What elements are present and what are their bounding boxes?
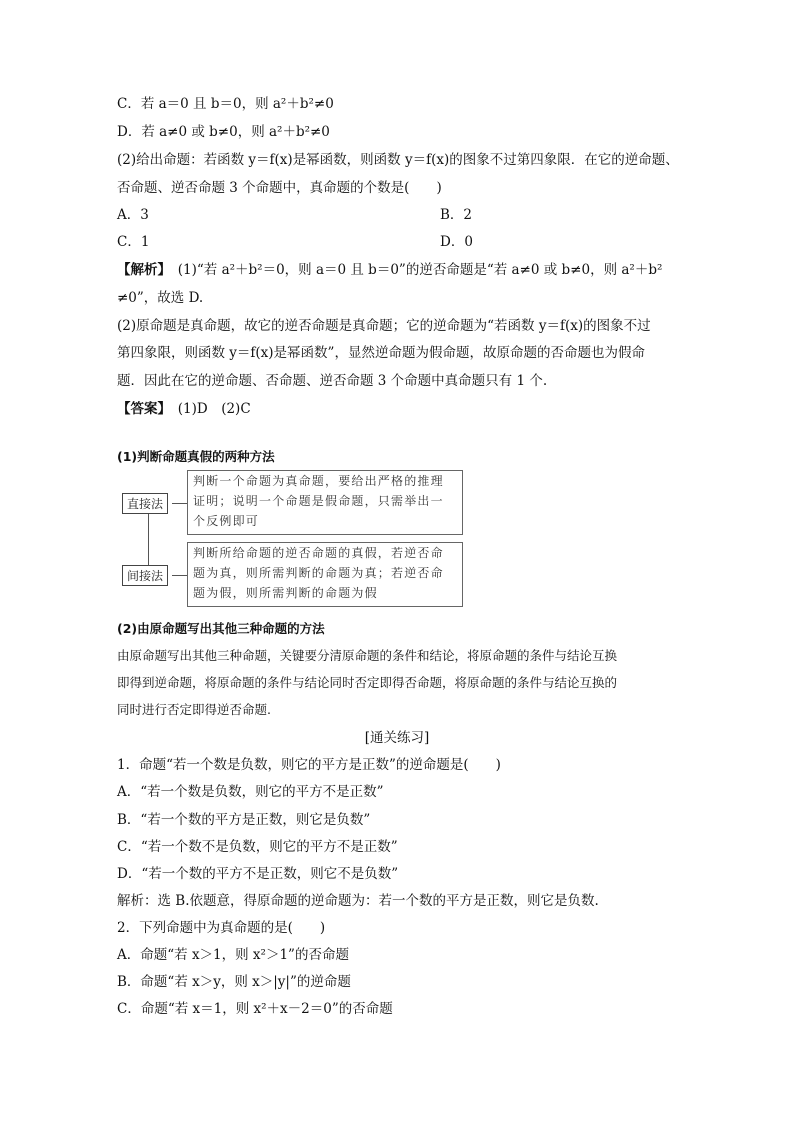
practice-title: [通关练习] — [364, 730, 430, 746]
direct-method-tag: 直接法 — [122, 493, 168, 514]
analysis-line2: ≠0”，故选 D. — [117, 290, 204, 306]
practice-q1-option-d: D．“若一个数的平方不是正数，则它不是负数” — [117, 866, 399, 882]
question2-line1: (2)给出命题：若函数 y＝f(x)是幂函数，则函数 y＝f(x)的图象不过第四象限．在它的逆命题、 — [117, 152, 679, 168]
indirect-method-tag: 间接法 — [122, 565, 168, 586]
practice-q2: 2．下列命题中为真命题的是( ) — [117, 920, 326, 936]
analysis-line4: 第四象限，则函数 y＝f(x)是幂函数”，显然逆命题为假命题，故原命题的否命题也为假命 — [117, 345, 645, 361]
direct-method-text1: 判断一个命题为真命题，要给出严格的推理 — [193, 474, 444, 488]
indirect-method-text1: 判断所给命题的逆否命题的真假，若逆否命 — [193, 546, 444, 560]
practice-q2-option-b: B．命题“若 x＞y，则 x＞|y|”的逆命题 — [117, 974, 351, 990]
option-c-line: C．若 a＝0 且 b＝0，则 a²＋b²≠0 — [117, 96, 334, 112]
question2-line2: 否命题、逆否命题 3 个命题中，真命题的个数是( ) — [117, 180, 442, 196]
question2-option-b: B．2 — [440, 207, 473, 223]
diagram-connector-direct — [172, 503, 188, 504]
answer-label: 【答案】 — [117, 401, 165, 417]
diagram-vertical-connector — [148, 513, 149, 569]
question2-option-a: A．3 — [117, 207, 149, 223]
methods-para2: 即得到逆命题，将原命题的条件与结论同时否定即得否命题，将原命题的条件与结论互换的 — [117, 675, 618, 690]
methods-heading: (1)判断命题真假的两种方法 — [117, 449, 275, 464]
analysis-label: 【解析】 — [117, 262, 165, 278]
practice-q1-option-b: B．“若一个数的平方是正数，则它是负数” — [117, 812, 371, 828]
analysis-text1: (1)“若 a²＋b²＝0，则 a＝0 且 b＝0”的逆否命题是“若 a≠0 或 b≠0，则 a²＋b² — [164, 262, 663, 278]
diagram-connector-indirect — [172, 575, 188, 576]
methods-para3: 同时进行否定即得逆否命题. — [117, 702, 271, 717]
practice-q1-solution: 解析：选 B.依题意，得原命题的逆命题为：若一个数的平方是正数，则它是负数. — [117, 893, 599, 909]
indirect-method-text3: 题为假，则所需判断的命题为假 — [193, 586, 378, 600]
methods-para1: 由原命题写出其他三种命题，关键要分清原命题的条件和结论，将原命题的条件与结论互换 — [117, 648, 618, 663]
practice-q2-option-a: A．命题“若 x＞1，则 x²＞1”的否命题 — [117, 947, 349, 963]
indirect-method-box — [187, 542, 463, 607]
practice-q1: 1．命题“若一个数是负数，则它的平方是正数”的逆命题是( ) — [117, 757, 501, 773]
analysis-line3: (2)原命题是真命题，故它的逆否命题是真命题；它的逆命题为“若函数 y＝f(x)的图象不过 — [117, 318, 651, 334]
question2-option-d: D．0 — [440, 234, 473, 250]
practice-q1-option-c: C．“若一个数不是负数，则它的平方不是正数” — [117, 839, 398, 855]
answer-line — [117, 400, 251, 418]
option-d-line: D．若 a≠0 或 b≠0，则 a²＋b²≠0 — [117, 124, 330, 140]
analysis-line1 — [117, 261, 662, 279]
methods-heading2: (2)由原命题写出其他三种命题的方法 — [117, 621, 325, 636]
indirect-method-text2: 题为真，则所需判断的命题为真；若逆否命 — [193, 566, 444, 580]
answer-text: (1)D (2)C — [164, 401, 251, 417]
question2-option-c: C．1 — [117, 234, 150, 250]
direct-method-text3: 个反例即可 — [193, 514, 260, 528]
direct-method-text2: 证明；说明一个命题是假命题，只需举出一 — [193, 494, 444, 508]
analysis-line5: 题．因此在它的逆命题、否命题、逆否命题 3 个命题中真命题只有 1 个. — [117, 373, 548, 389]
practice-q1-option-a: A．“若一个数是负数，则它的平方不是正数” — [117, 784, 384, 800]
practice-q2-option-c: C．命题“若 x＝1，则 x²＋x－2＝0”的否命题 — [117, 1001, 393, 1017]
direct-method-box — [187, 470, 463, 535]
